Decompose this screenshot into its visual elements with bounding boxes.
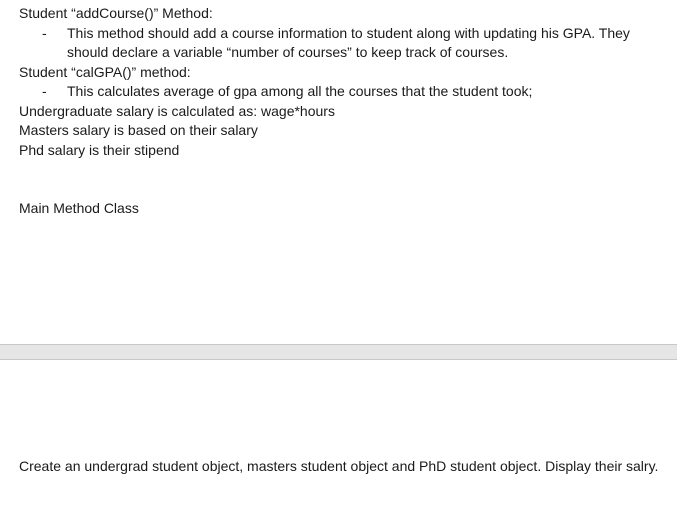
bullet-dash: - — [42, 24, 47, 41]
cal-gpa-heading: Student “calGPA()” method: — [19, 63, 191, 80]
cal-gpa-bullet — [42, 82, 652, 102]
bullet-dash: - — [42, 83, 47, 99]
main-method-heading: Main Method Class — [19, 200, 139, 216]
page-break-gap — [0, 344, 677, 360]
cal-gpa-description: This calculates average of gpa among all the courses that the student took; — [67, 83, 533, 99]
phd-salary-text: Phd salary is their stipend — [19, 141, 180, 158]
masters-salary-text: Masters salary is based on their salary — [19, 122, 258, 138]
add-course-bullet — [42, 24, 652, 63]
undergrad-salary-text: Undergraduate salary is calculated as: wage*hours — [19, 102, 335, 119]
instruction-paragraph: Create an undergrad student object, masters student object and PhD student object. Display their salry. — [19, 458, 659, 474]
document-page-2 — [0, 360, 677, 522]
add-course-description: This method should add a course information to student along with updating his GPA. They should declare a variable “number of courses” to keep track of courses. — [67, 24, 630, 60]
add-course-heading: Student “addCourse()” Method: — [19, 5, 213, 21]
